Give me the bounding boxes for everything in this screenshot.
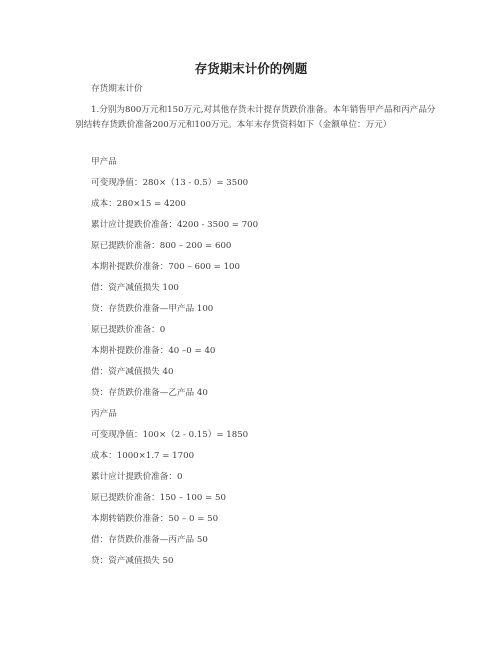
body-line: 成本：280×15 = 4200 [91, 199, 186, 209]
body-line: 本期转销跌价准备：50 – 0 = 50 [91, 514, 219, 524]
body-line: 丙产品 [91, 409, 117, 419]
body-line: 原已提跌价准备：150 – 100 = 50 [91, 493, 226, 503]
body-line: 借：存货跌价准备—丙产品 50 [91, 535, 208, 545]
body-line: 借：资产减值损失 100 [91, 283, 179, 293]
intro-paragraph: 1.分别为800万元和150万元,对其他存货未计提存货跌价准备。本年销售甲产品和丙产品分别结转存货跌价准备200万元和100万元。本年末存货资料如下（金额单位：万元） [75, 105, 436, 130]
body-line: 累计应计提跌价准备：4200 - 3500 = 700 [91, 220, 259, 230]
body-line: 可变现净值：100×（2 - 0.15）= 1850 [91, 430, 249, 440]
body-line: 原已提跌价准备：800 – 200 = 600 [91, 241, 232, 251]
subtitle-line: 存货期末计价 [91, 84, 143, 94]
body-line: 贷：存货跌价准备—乙产品 40 [91, 388, 208, 398]
body-line: 本期补提跌价准备：700 – 600 = 100 [91, 262, 240, 272]
body-line: 贷：存货跌价准备—甲产品 100 [91, 304, 214, 314]
body-line: 甲产品 [91, 157, 117, 167]
body-line: 贷：资产减值损失 50 [91, 556, 174, 566]
body-line: 本期补提跌价准备：40 –0 = 40 [91, 346, 216, 356]
body-line: 原已提跌价准备：0 [91, 325, 166, 335]
body-line: 借：资产减值损失 40 [91, 367, 174, 377]
body-line: 累计应计提跌价准备：0 [91, 472, 183, 482]
document-title: 存货期末计价的例题 [194, 61, 308, 76]
body-line: 可变现净值：280×（13 - 0.5）= 3500 [91, 178, 249, 188]
body-line: 成本：1000×1.7 = 1700 [91, 451, 195, 461]
